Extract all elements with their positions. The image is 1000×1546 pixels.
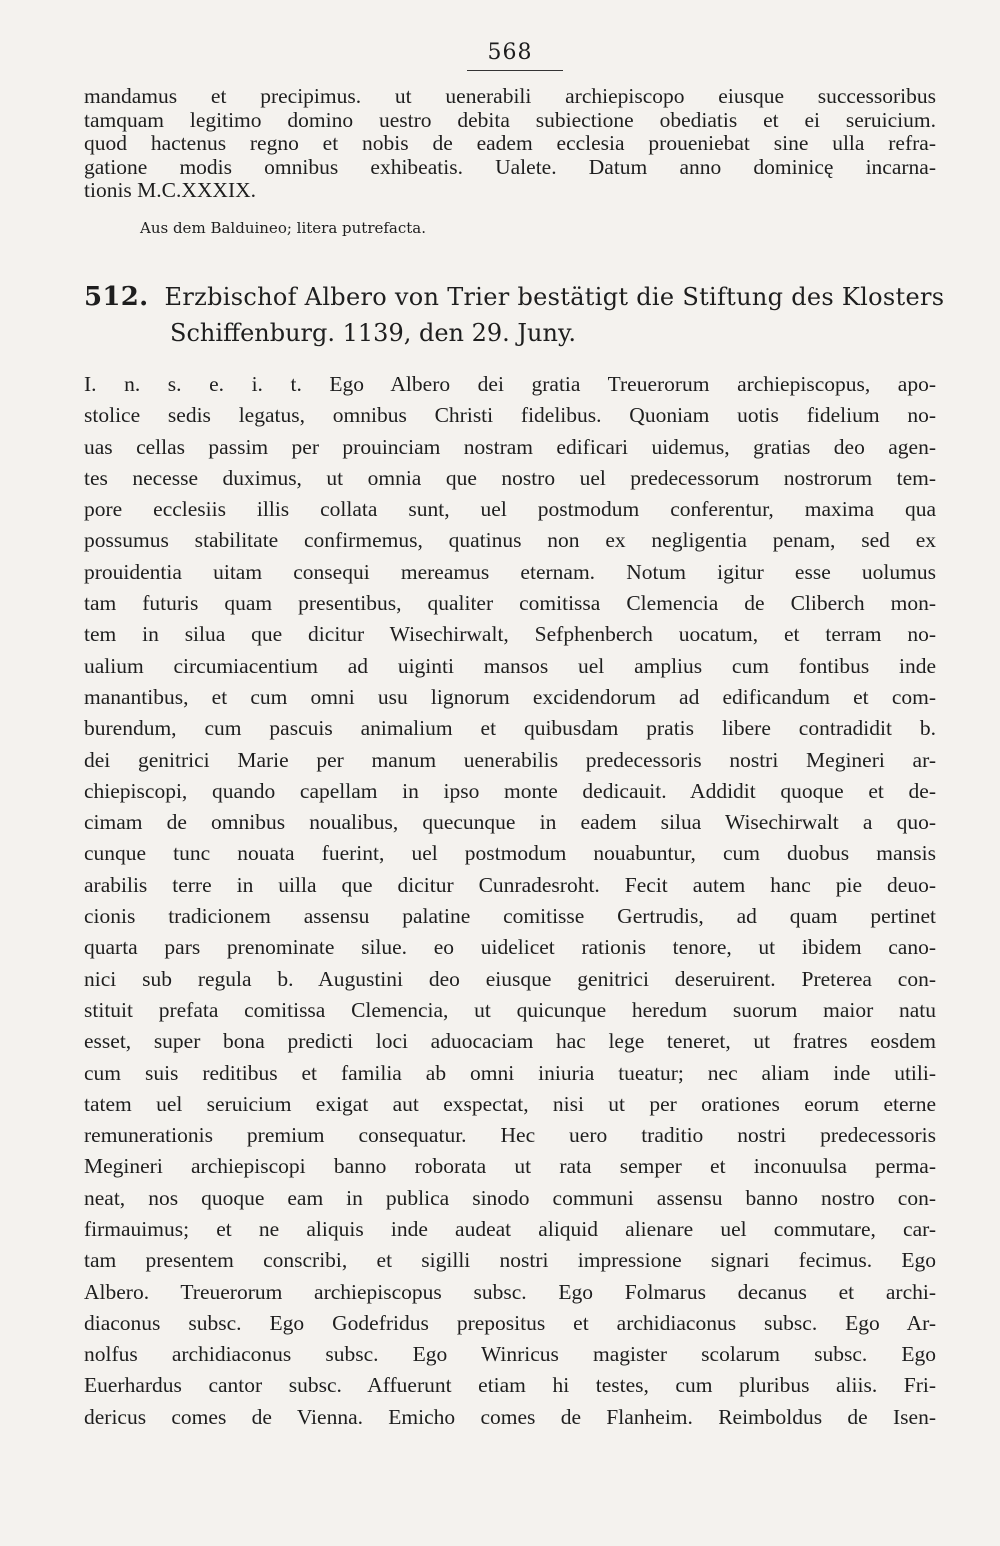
text-line: remunerationis premium consequatur. Hec uero traditio nostri predecessoris	[84, 1123, 936, 1148]
text-line: cimam de omnibus noualibus, quecunque in eadem silua Wisechirwalt a quo-	[84, 810, 936, 835]
text-line: stituit prefata comitissa Clemencia, ut quicunque heredum suorum maior natu	[84, 997, 936, 1022]
text-line: firmauimus; et ne aliquis inde audeat aliquid alienare uel commutare, car-	[84, 1216, 936, 1241]
document-title-line-2: Schiffenburg. 1139, den 29. Juny.	[170, 318, 576, 347]
text-line: Albero. Treuerorum archiepiscopus subsc. Ego Folmarus decanus et archi-	[84, 1279, 936, 1304]
text-line: cionis tradicionem assensu palatine comitisse Gertrudis, ad quam pertinet	[84, 904, 936, 929]
source-note-text: Balduineo; litera putrefacta.	[210, 218, 427, 237]
text-line: mandamus et precipimus. ut uenerabili archiepiscopo eiusque successoribus	[84, 84, 936, 108]
text-line: Euerhardus cantor subsc. Affuerunt etiam hi testes, cum pluribus aliis. Fri-	[84, 1373, 936, 1398]
text-line: stolice sedis legatus, omnibus Christi fidelibus. Quoniam uotis fidelium no-	[84, 403, 936, 428]
text-line: diaconus subsc. Ego Godefridus prepositus et archidiaconus subsc. Ego Ar-	[84, 1310, 936, 1335]
document-number: 512.	[84, 281, 149, 312]
text-line: manantibus, et cum omni usu lignorum excidendorum ad edificandum et com-	[84, 684, 936, 709]
page	[84, 40, 945, 1433]
text-line: quarta pars prenominate silue. eo uidelicet rationis tenore, ut ibidem cano-	[84, 935, 936, 960]
page-number: 568	[487, 40, 533, 65]
source-note-prefix: Aus dem	[140, 218, 206, 237]
document-title-line-1: Erzbischof Albero von Trier bestätigt die Stiftung des Klosters	[164, 282, 945, 311]
text-line: tatem uel seruicium exigat aut exspectat, nisi ut per orationes eorum eterne	[84, 1091, 936, 1116]
text-line: dericus comes de Vienna. Emicho comes de Flanheim. Reimboldus de Isen-	[84, 1404, 936, 1429]
text-line: burendum, cum pascuis animalium et quibusdam pratis libere contradidit b.	[84, 716, 936, 741]
text-line: quod hactenus regno et nobis de eadem ecclesia proueniebat sine ulla refra-	[84, 131, 936, 156]
text-line: uas cellas passim per prouinciam nostram edificari uidemus, gratias deo agen-	[84, 434, 936, 459]
text-line: arabilis terre in uilla que dicitur Cunradesroht. Fecit autem hanc pie deuo-	[84, 872, 936, 897]
text-line: Megineri archiepiscopi banno roborata ut rata semper et inconuulsa perma-	[84, 1154, 936, 1179]
continuation-paragraph	[84, 85, 936, 203]
text-line: tionis M.C.XXXIX.	[84, 178, 257, 203]
text-line: tamquam legitimo domino uestro debita subiectione obediatis et ei seruicium.	[84, 107, 936, 132]
text-line: tes necesse duximus, ut omnia que nostro uel predecessorum nostrorum tem-	[84, 465, 936, 490]
text-line: ualium circumiacentium ad uiginti mansos uel amplius cum fontibus inde	[84, 653, 936, 678]
text-line: tam presentem conscribi, et sigilli nostri impressione signari fecimus. Ego	[84, 1248, 936, 1273]
text-line: chiepiscopi, quando capellam in ipso monte dedicauit. Addidit quoque et de-	[84, 778, 936, 803]
text-line: possumus stabilitate confirmemus, quatinus non ex negligentia penam, sed ex	[84, 528, 936, 553]
heading-line-1	[84, 279, 945, 315]
text-line: pore ecclesiis illis collata sunt, uel postmodum conferentur, maxima qua	[84, 497, 936, 522]
document-body	[84, 369, 936, 1433]
page-number-rule	[467, 70, 563, 71]
text-line: nici sub regula b. Augustini deo eiusque genitrici deseruirent. Preterea con-	[84, 966, 936, 991]
text-line: I. n. s. e. i. t. Ego Albero dei gratia Treuerorum archiepiscopus, apo-	[84, 371, 936, 396]
text-line: prouidentia uitam consequi mereamus eternam. Notum igitur esse uolumus	[84, 559, 936, 584]
text-line: gatione modis omnibus exhibeatis. Ualete. Datum anno dominicę incarna-	[84, 154, 936, 179]
text-line: tam futuris quam presentibus, qualiter comitissa Clemencia de Cliberch mon-	[84, 591, 936, 616]
document-heading	[84, 279, 945, 351]
text-line: cunque tunc nouata fuerint, uel postmodum nouabuntur, cum duobus mansis	[84, 841, 936, 866]
text-line: nolfus archidiaconus subsc. Ego Winricus magister scolarum subsc. Ego	[84, 1342, 936, 1367]
source-note	[140, 219, 936, 237]
text-line: dei genitrici Marie per manum uenerabilis predecessoris nostri Megineri ar-	[84, 747, 936, 772]
text-line: neat, nos quoque eam in publica sinodo communi assensu banno nostro con-	[84, 1185, 936, 1210]
text-line: esset, super bona predicti loci aduocaciam hac lege teneret, ut fratres eosdem	[84, 1029, 936, 1054]
text-line: tem in silua que dicitur Wisechirwalt, Sefphenberch uocatum, et terram no-	[84, 622, 936, 647]
text-line: cum suis reditibus et familia ab omni iniuria tueatur; nec aliam inde utili-	[84, 1060, 936, 1085]
